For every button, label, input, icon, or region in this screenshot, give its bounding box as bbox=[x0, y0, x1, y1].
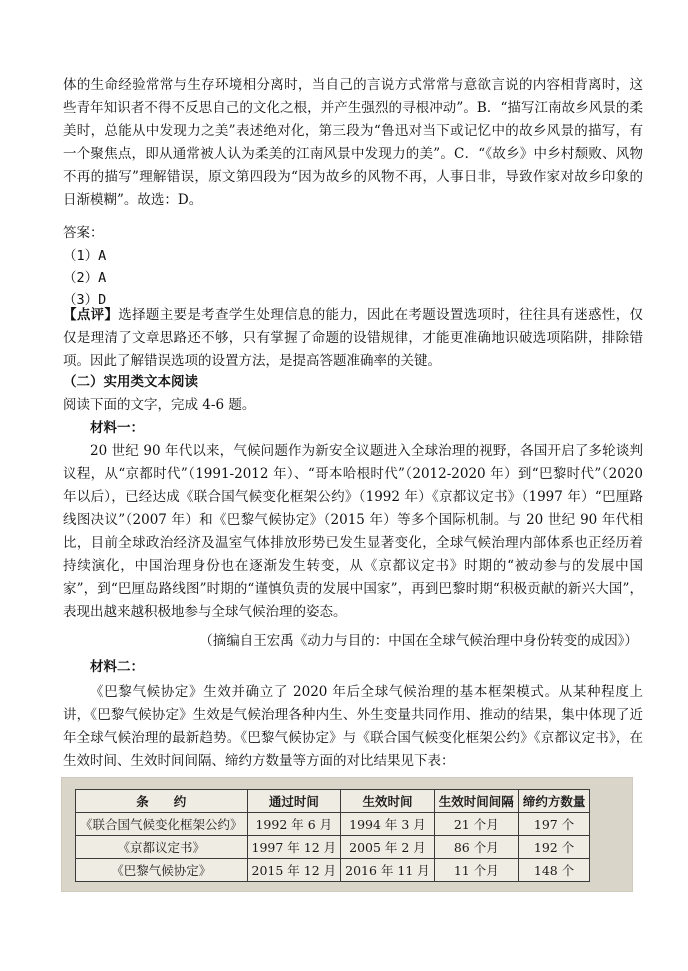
table-cell: 《京都议定书》 bbox=[76, 836, 248, 859]
answer-item-2: （2）A bbox=[63, 270, 107, 286]
treaty-comparison-table bbox=[75, 789, 590, 882]
answer-item-1: （1）A bbox=[63, 248, 107, 264]
material1-source: （摘编自王宏禹《动力与目的：中国在全球气候治理中身份转变的成因》） bbox=[199, 633, 638, 649]
analysis-paragraph: 体的生命经验常常与生存环境相分离时，当自己的言说方式常常与意欲言说的内容相背离时，这些青年知识者不得不反思自己的文化之根，并产生强烈的寻根冲动”。B．“描写江南故乡风景的柔美时，总能从中发现力之美”表述绝对化，第三段为“鲁迅对当下或记忆中的故乡风景的描写，有一个聚焦点，即从通常被人认为柔美的江南风景中发现力的美”。C．“《故乡》中乡村颓败、风物不再的描写”理解错误，原文第四段为“因为故乡的风物不再，人事日非，导致作家对故乡印象的日渐模糊”。故选：D。 bbox=[63, 77, 643, 208]
comment-tag: 【点评】 bbox=[63, 307, 119, 323]
table-cell: 《联合国气候变化框架公约》 bbox=[76, 813, 248, 836]
table-row bbox=[76, 813, 590, 836]
table-cell: 1994 年 3 月 bbox=[341, 813, 435, 836]
table-cell: 192 个 bbox=[518, 836, 590, 859]
table-cell: 2015 年 12 月 bbox=[247, 859, 341, 882]
table-header-row bbox=[76, 790, 590, 813]
material2-label: 材料二： bbox=[90, 659, 144, 675]
table-cell: 11 个月 bbox=[434, 859, 518, 882]
table-cell: 2016 年 11 月 bbox=[341, 859, 435, 882]
table-cell: 《巴黎气候协定》 bbox=[76, 859, 248, 882]
section-instruction: 阅读下面的文字，完成 4-6 题。 bbox=[63, 397, 256, 413]
treaty-table-image bbox=[61, 777, 633, 892]
table-cell: 148 个 bbox=[518, 859, 590, 882]
table-row bbox=[76, 836, 590, 859]
table-cell: 86 个月 bbox=[434, 836, 518, 859]
table-cell: 1992 年 6 月 bbox=[247, 813, 341, 836]
material2-text: 《巴黎气候协定》生效并确立了 2020 年后全球气候治理的基本框架模式。从某种程度上讲，《巴黎气候协定》生效是气候治理各种内生、外生变量共同作用、推动的结果，集中体现了近年全球气候治理的最新趋势。《巴黎气候协定》与《联合国气候变化框架公约》《京都议定书》，在生效时间、生效时间间隔、缔约方数量等方面的对比结果见下表： bbox=[63, 684, 643, 769]
table-cell: 2005 年 2 月 bbox=[341, 836, 435, 859]
table-cell: 197 个 bbox=[518, 813, 590, 836]
comment-paragraph bbox=[63, 304, 643, 373]
table-header-parties: 缔约方数量 bbox=[518, 790, 590, 813]
table-header-effective: 生效时间 bbox=[341, 790, 435, 813]
table-cell: 1997 年 12 月 bbox=[247, 836, 341, 859]
table-header-interval: 生效时间间隔 bbox=[434, 790, 518, 813]
comment-text: 选择题主要是考查学生处理信息的能力，因此在考题设置选项时，往往具有迷惑性，仅仅是理清了文章思路还不够，只有掌握了命题的设错规律，才能更准确地识破选项陷阱，排除错项。因此了解错误选项的设置方法，是提高答题准确率的关键。 bbox=[63, 307, 644, 369]
table-row bbox=[76, 859, 590, 882]
table-cell: 21 个月 bbox=[434, 813, 518, 836]
table-header-treaty: 条 约 bbox=[76, 790, 248, 813]
material1-text: 20 世纪 90 年代以来，气候问题作为新安全议题进入全球治理的视野，各国开启了多轮谈判议程，从“京都时代”（1991-2012 年）、“哥本哈根时代”（2012-2020 年）到“巴黎时代”（2020 年以后），已经达成《联合国气候变化框架公约》（1992 年）《京都议定书》（1997 年）“巴厘路线图决议”（2007 年）和《巴黎气候协定》（2015 年）等多个国际机制。与 20 世纪 90 年代相比，目前全球政治经济及温室气体排放形势已发生显著变化，全球气候治理内部体系也正经历着持续演化，中国治理身份也在逐渐发生转变，从《京都议定书》时期的“被动参与的发展中国家”，到“巴厘岛路线图”时期的“谨慎负责的发展中国家”，再到巴黎时期“积极贡献的新兴大国”，表现出越来越积极地参与全球气候治理的姿态。 bbox=[63, 443, 643, 620]
section-heading: （二）实用类文本阅读 bbox=[63, 374, 198, 390]
answer-item-3: （3）D bbox=[63, 292, 107, 308]
table-header-adopted: 通过时间 bbox=[247, 790, 341, 813]
answer-label: 答案： bbox=[63, 225, 104, 241]
material1-label: 材料一： bbox=[90, 420, 144, 436]
